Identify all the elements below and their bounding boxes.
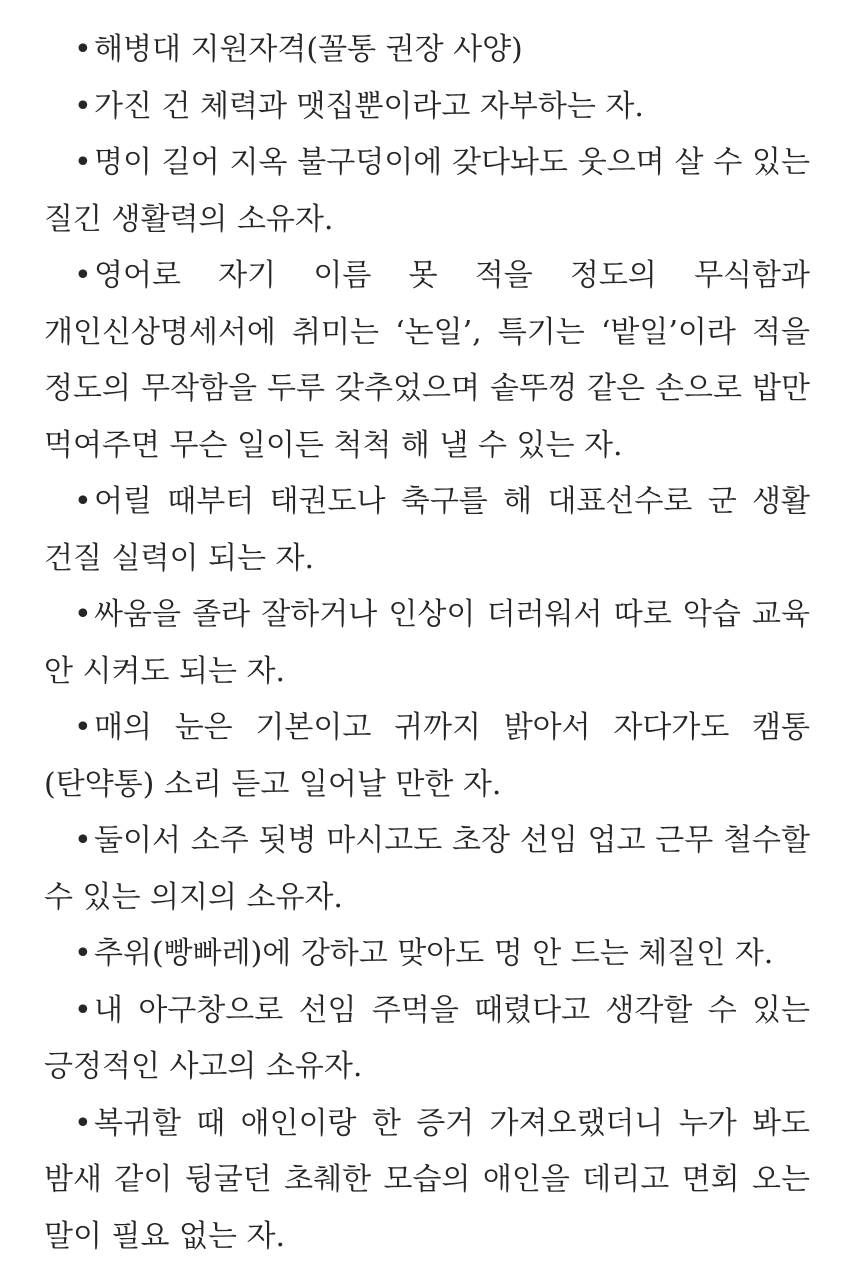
bullet: • <box>74 1105 92 1141</box>
bullet: • <box>74 32 92 67</box>
bullet: • <box>74 992 92 1028</box>
list-item <box>44 813 810 926</box>
list-item <box>44 587 810 700</box>
list-item <box>44 700 810 813</box>
list-item-text: 추위(빵빠레)에 강하고 맞아도 멍 안 드는 체질인 자. <box>94 936 774 971</box>
bullet: • <box>74 88 92 124</box>
list-item <box>44 22 810 79</box>
bullet: • <box>74 710 92 745</box>
bullet: • <box>74 258 92 293</box>
bullet: • <box>74 597 92 632</box>
bullet: • <box>74 823 92 858</box>
list-item <box>44 1096 810 1266</box>
list-item <box>44 983 810 1096</box>
list-item-text: 명이 길어 지옥 불구덩이에 갖다놔도 웃으며 살 수 있는 질긴 생활력의 소유자. <box>44 145 810 237</box>
bullet: • <box>74 145 92 180</box>
bullet: • <box>74 484 92 519</box>
list-item-text: 어릴 때부터 태권도나 축구를 해 대표선수로 군 생활 건질 실력이 되는 자. <box>44 484 810 576</box>
list-item-text: 싸움을 졸라 잘하거나 인상이 더러워서 따로 악습 교육 안 시켜도 되는 자. <box>44 597 810 689</box>
list-item <box>44 248 810 474</box>
list-item <box>44 474 810 587</box>
list-item-text: 내 아구창으로 선임 주먹을 때렸다고 생각할 수 있는 긍정적인 사고의 소유자. <box>44 992 810 1084</box>
document-body <box>44 22 810 1265</box>
list-item-text: 가진 건 체력과 맷집뿐이라고 자부하는 자. <box>94 88 644 124</box>
list-item-text: 해병대 지원자격(꼴통 권장 사양) <box>94 32 523 67</box>
list-item-text: 복귀할 때 애인이랑 한 증거 가져오랬더니 누가 봐도 밤새 같이 뒹굴던 초췌한 모습의 애인을 데리고 면회 오는 말이 필요 없는 자. <box>44 1105 810 1254</box>
list-item-text: 둘이서 소주 됫병 마시고도 초장 선임 업고 근무 철수할 수 있는 의지의 소유자. <box>44 823 810 915</box>
list-item-text: 영어로 자기 이름 못 적을 정도의 무식함과 개인신상명세서에 취미는 ‘논일’, 특기는 ‘밭일’이라 적을 정도의 무작함을 두루 갖추었으며 솥뚜껑 같은 손으로 밥만 먹여주면 무슨 일이든 척척 해 낼 수 있는 자. <box>44 258 810 463</box>
list-item <box>44 79 810 136</box>
bullet: • <box>74 936 92 971</box>
list-item-text: 매의 눈은 기본이고 귀까지 밝아서 자다가도 캠통(탄약통) 소리 듣고 일어날 만한 자. <box>44 710 810 802</box>
list-item <box>44 926 810 983</box>
list-item <box>44 135 810 248</box>
